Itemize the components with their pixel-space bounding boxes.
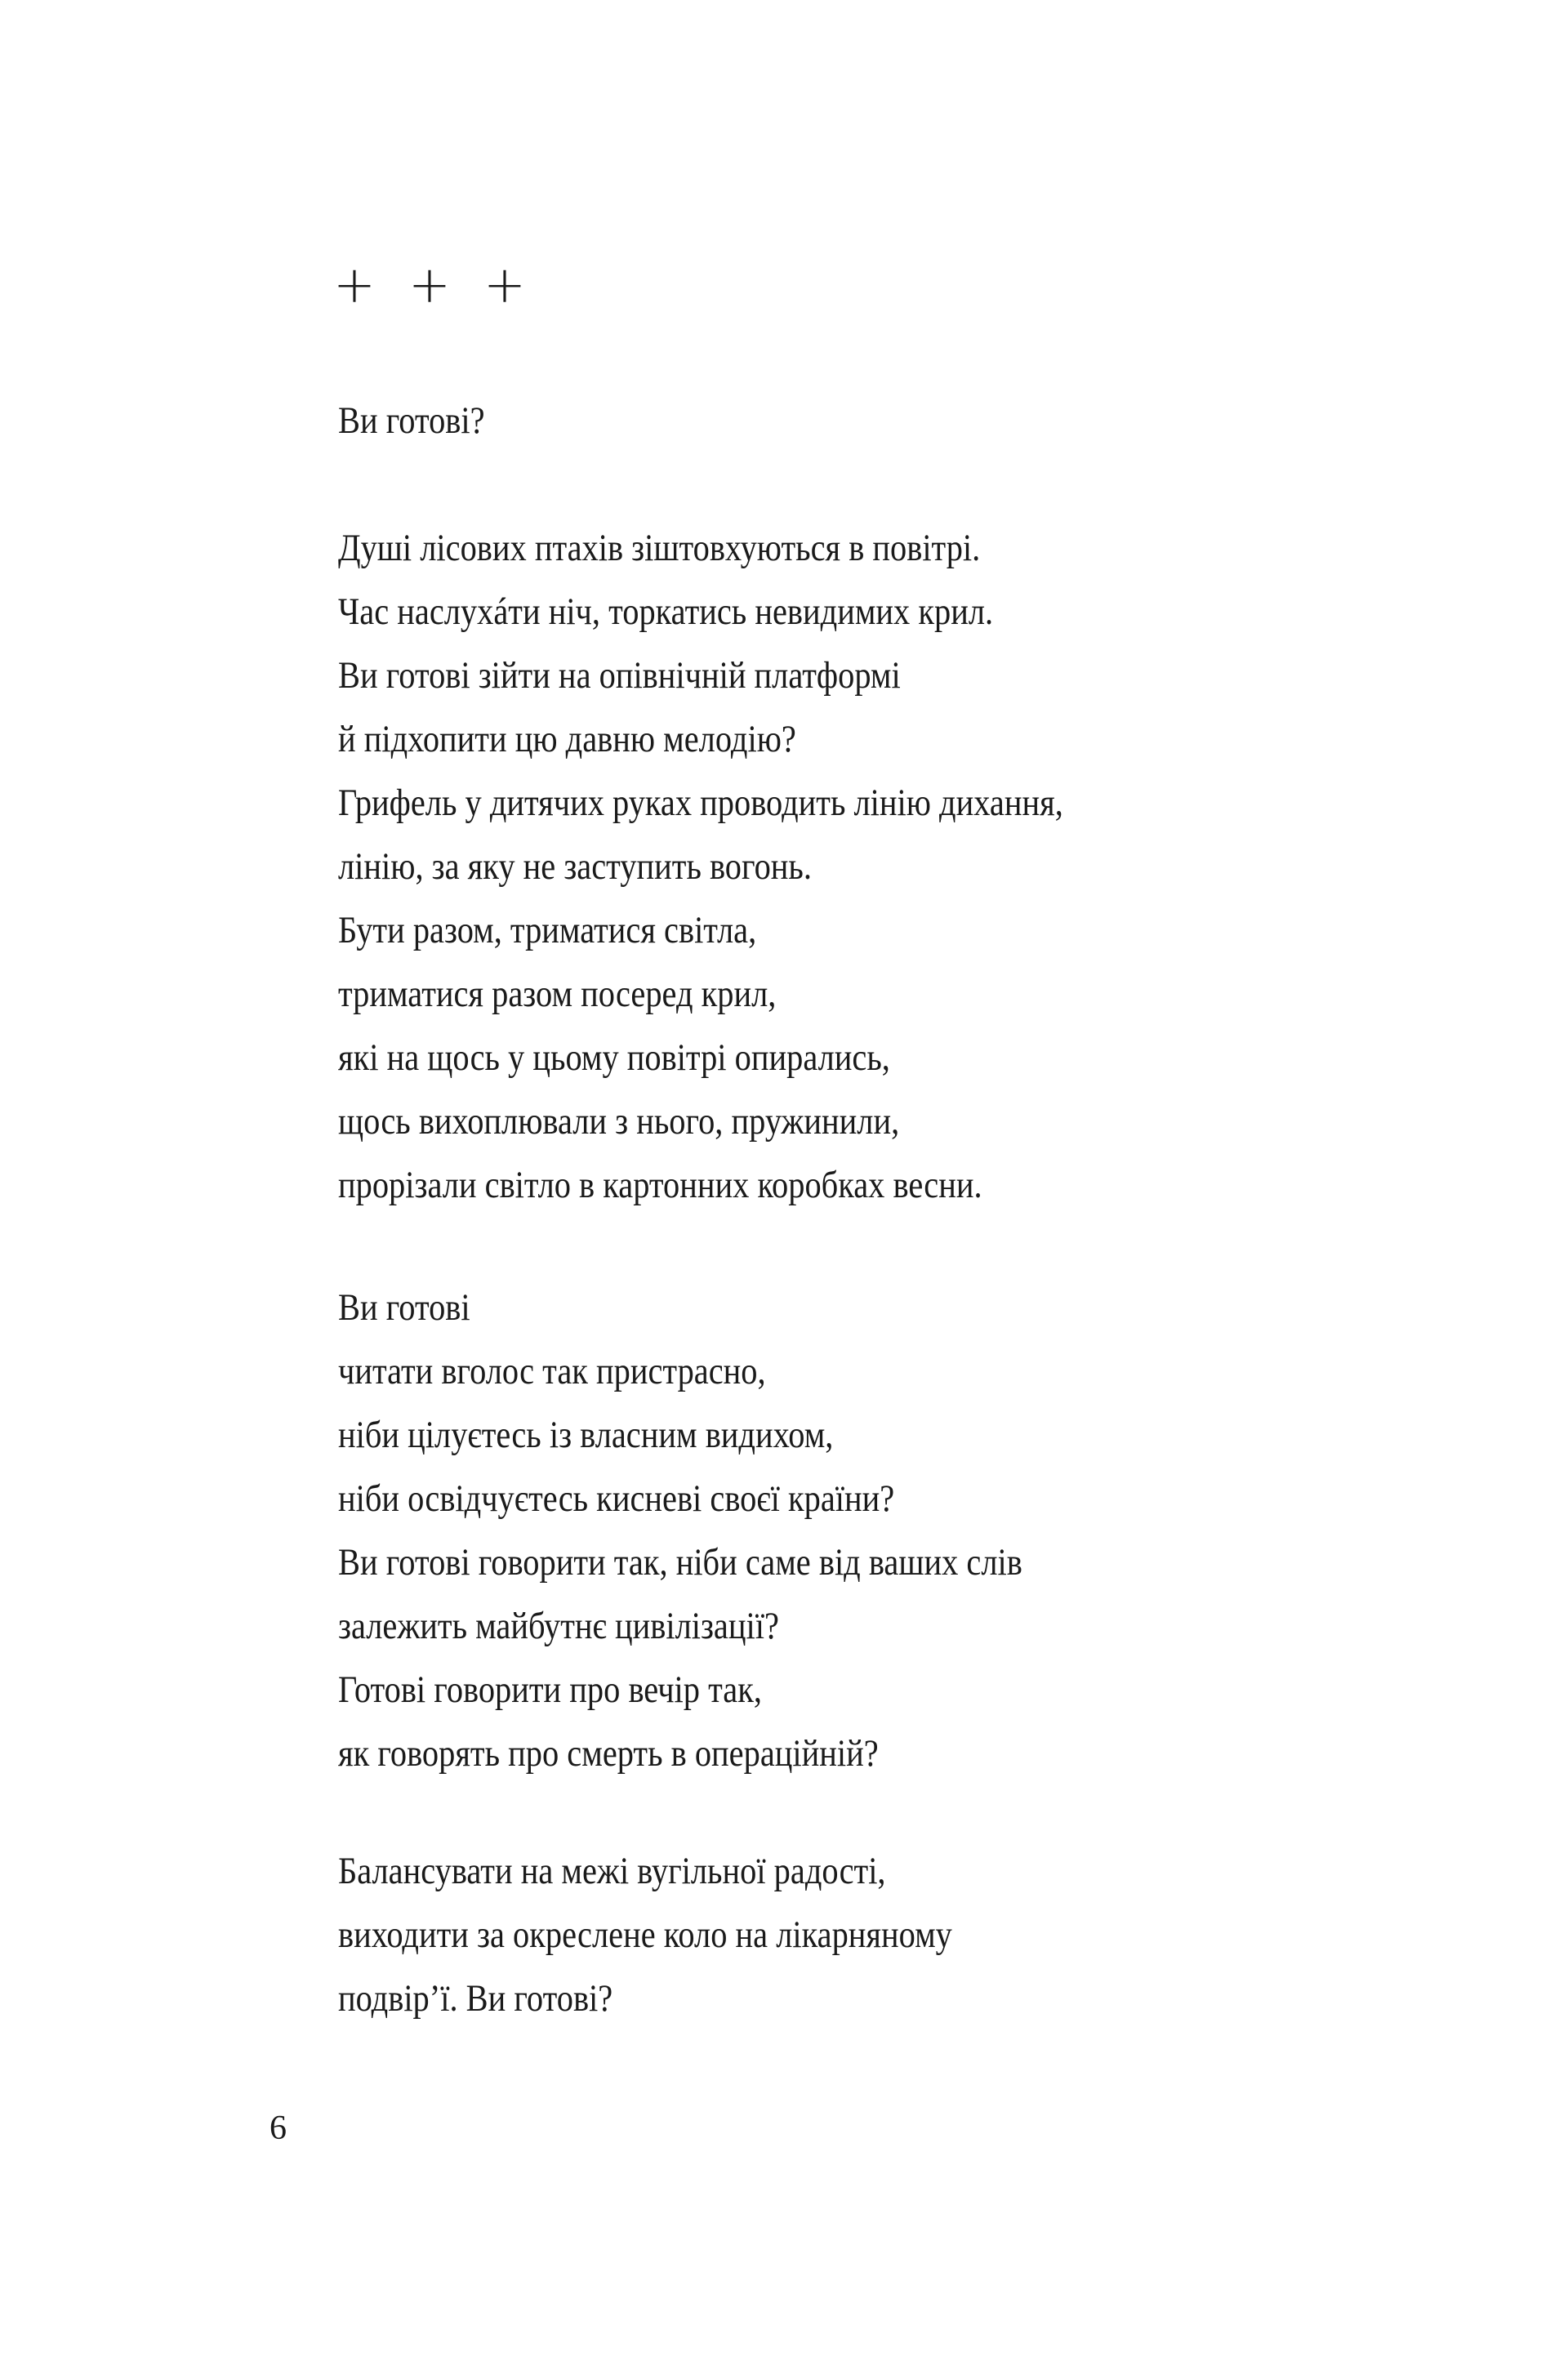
section-ornament (333, 255, 559, 314)
poem-line: щось вихоплювали з нього, пружинили, (338, 1100, 900, 1143)
poem-line: Ви готові зійти на опівнічній платформі (338, 654, 901, 697)
poem-line: Балансувати на межі вугільної радості, (338, 1850, 886, 1892)
poem-line: Ви готові говорити так, ніби саме від ваших слів (338, 1541, 1022, 1584)
plus-icon: + (483, 255, 526, 314)
poem-line: виходити за окреслене коло на лікарняному (338, 1913, 952, 1956)
poem-line: Готові говорити про вечір так, (338, 1668, 762, 1711)
poem-line: Грифель у дитячих руках проводить лінію дихання, (338, 782, 1063, 824)
plus-icon: + (333, 255, 376, 314)
poem-line: Бути разом, триматися світла, (338, 909, 757, 951)
poem-line: Ви готові (338, 1286, 470, 1329)
poem-line: триматися разом посеред крил, (338, 973, 777, 1015)
plus-icon: + (408, 255, 451, 314)
poem-line: залежить майбутнє цивілізації? (338, 1605, 779, 1647)
poem-line: подвір’ї. Ви готові? (338, 1977, 613, 2020)
poem-line: й підхопити цю давню мелодію? (338, 718, 796, 760)
poem-line: які на щось у цьому повітрі опирались, (338, 1036, 890, 1079)
poem-line: ніби цілуєтесь із власним видихом, (338, 1414, 834, 1456)
poem-line: Час наслухáти ніч, торкатись невидимих крил. (338, 590, 994, 633)
poem-opening-line: Ви готові? (338, 399, 485, 442)
poem-line: Душі лісових птахів зіштовхуються в повітрі. (338, 527, 981, 569)
page-number: 6 (270, 2109, 287, 2147)
poem-line: читати вголос так пристрасно, (338, 1350, 766, 1392)
poem-line: як говорять про смерть в операційній? (338, 1732, 879, 1775)
poem-line: лінію, за яку не заступить вогонь. (338, 845, 812, 888)
poem-line: прорізали світло в картонних коробках весни. (338, 1164, 982, 1206)
poem-line: ніби освідчуєтесь кисневі своєї країни? (338, 1477, 895, 1520)
